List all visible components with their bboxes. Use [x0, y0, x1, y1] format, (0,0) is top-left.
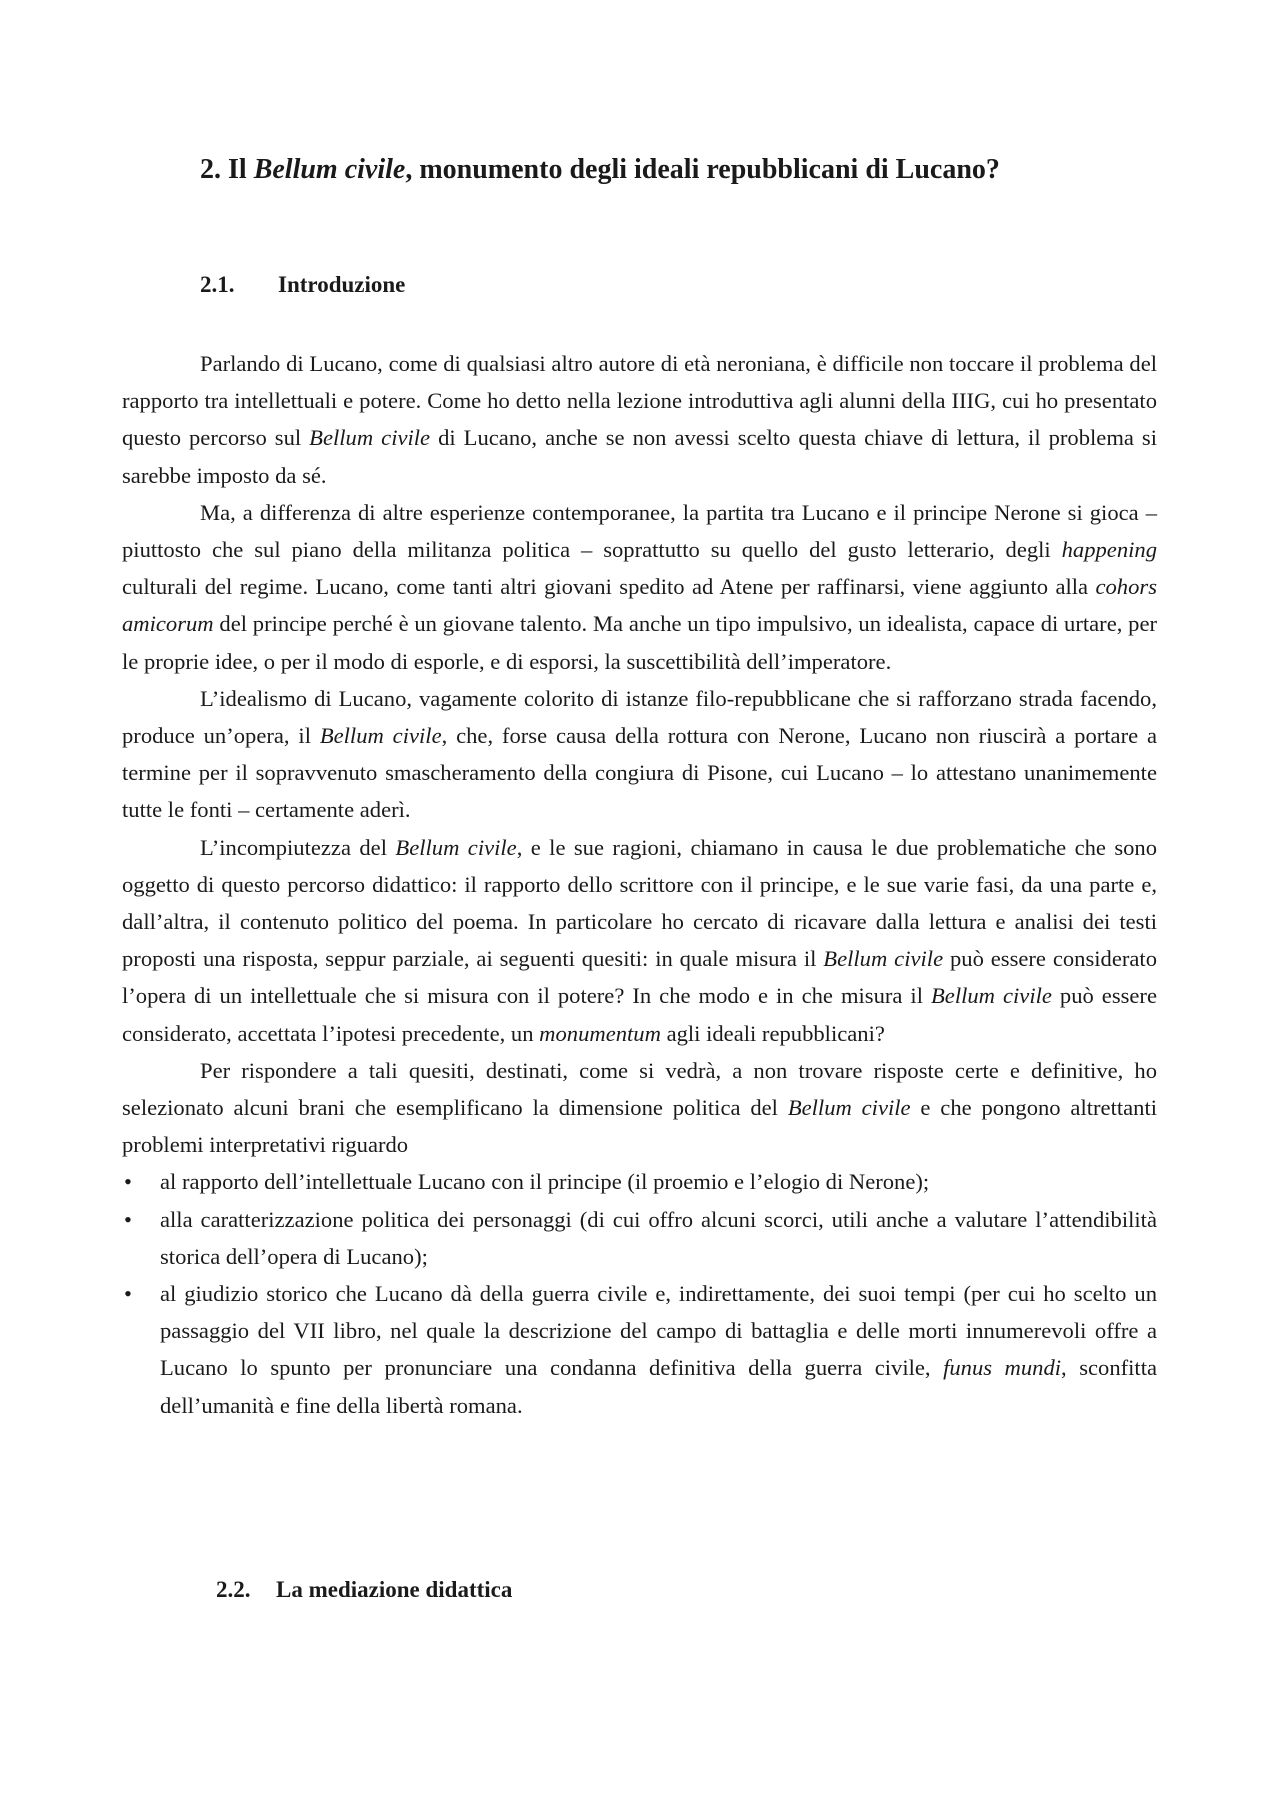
text-run: Parlando di Lucano, come di qualsiasi altro autore di età neroniana, è difficile non toccare il problema del rapporto tra intellettuali e potere. Come ho detto nella lezione introduttiva agli alunni della IIIG, cui ho presentato questo percorso sul	[122, 351, 1157, 451]
paragraph	[122, 829, 1157, 1052]
list-item	[122, 1275, 1157, 1424]
section-number: 2.1.	[200, 272, 235, 297]
paragraph	[122, 680, 1157, 829]
italic-run: Bellum civile	[395, 834, 517, 860]
italic-run: Bellum civile	[309, 425, 431, 451]
italic-run: monumentum	[539, 1020, 661, 1046]
section-number: 2.2.	[216, 1577, 251, 1602]
text-run: del principe perché è un giovane talento. Ma anche un tipo impulsivo, un idealista, capace di urtare, per le proprie idee, o per il modo di esporle, e di esporsi, la suscettibilità dell’imperatore.	[122, 611, 1157, 674]
title-italic: Bellum civile	[253, 154, 406, 185]
italic-run: happening	[1061, 537, 1157, 563]
title-prefix: 2. Il	[200, 154, 254, 185]
bullet-list	[122, 1163, 1157, 1423]
list-item	[122, 1163, 1157, 1200]
text-run: , e le sue ragioni, chiamano in causa le due problematiche che sono oggetto di questo percorso didattico: il rapporto dello scrittore con il principe, e le sue varie fasi, da una parte e, dall’altra, il contenuto politico del poema. In particolare ho cercato di ricavare dalla lettura e analisi dei testi proposti una risposta, seppur parziale, ai seguenti quesiti: in quale misura il	[122, 834, 1157, 972]
paragraph	[122, 494, 1157, 680]
list-item	[122, 1201, 1157, 1275]
section-heading-introduzione	[200, 269, 405, 301]
text-run: può essere considerato l’opera di un intellettuale che si misura con il potere? In che modo e in che misura il	[122, 946, 1157, 1009]
text-run: al giudizio storico che Lucano dà della guerra civile e, indirettamente, dei suoi tempi (per cui ho scelto un passaggio del VII libro, nel quale la descrizione del campo di battaglia e delle morti innumerevoli offre a Lucano lo spunto per pronunciare una condanna definitiva della guerra civile,	[160, 1281, 1157, 1381]
text-run: Per rispondere a tali quesiti, destinati, come si vedrà, a non trovare risposte certe e definitive, ho selezionato alcuni brani che esemplificano la dimensione politica del	[122, 1057, 1157, 1121]
text-run: di Lucano, anche se non avessi scelto questa chiave di lettura, il problema si sarebbe imposto da sé.	[122, 425, 1157, 488]
title-suffix: , monumento degli ideali repubblicani di Lucano?	[405, 154, 1000, 185]
section-title: Introduzione	[278, 272, 406, 297]
text-run: e che pongono altrettanti problemi interpretativi riguardo	[122, 1095, 1157, 1158]
text-run: Ma, a differenza di altre esperienze contemporanee, la partita tra Lucano e il principe Nerone si gioca – piuttosto che sul piano della militanza politica – soprattutto su quello del gusto letterario, degli	[122, 499, 1157, 563]
italic-run: funus mundi	[943, 1355, 1062, 1381]
paragraph	[122, 345, 1157, 494]
italic-run: Bellum civile	[319, 723, 442, 749]
italic-run: Bellum civile	[787, 1095, 911, 1121]
bullet-icon: •	[124, 1206, 132, 1232]
section-heading-mediazione-didattica	[216, 1574, 512, 1606]
text-run: , che, forse causa della rottura con Nerone, Lucano non riuscirà a portare a termine per il sopravvenuto smascheramento della congiura di Pisone, cui Lucano – lo attestano unanimemente tutte le fonti – certamente aderì.	[122, 723, 1158, 823]
text-run: al rapporto dell’intellettuale Lucano con il principe (il proemio e l’elogio di Nerone);	[160, 1169, 930, 1195]
text-run: , sconfitta dell’umanità e fine della libertà romana.	[160, 1355, 1157, 1418]
italic-run: Bellum civile	[823, 946, 944, 972]
bullet-icon: •	[124, 1169, 132, 1195]
text-run: agli ideali repubblicani?	[660, 1020, 885, 1046]
text-run: culturali del regime. Lucano, come tanti altri giovani spedito ad Atene per raffinarsi, viene aggiunto alla	[122, 574, 1096, 600]
text-run: alla caratterizzazione politica dei personaggi (di cui offro alcuni scorci, utili anche a valutare l’attendibilità storica dell’opera di Lucano);	[160, 1206, 1157, 1269]
text-run: L’incompiutezza del	[200, 834, 396, 860]
paragraph	[122, 1052, 1157, 1164]
italic-run: Bellum civile	[930, 983, 1052, 1009]
text-run: può essere considerato, accettata l’ipotesi precedente, un	[122, 983, 1157, 1046]
chapter-title	[200, 150, 1160, 190]
section-title: La mediazione didattica	[276, 1577, 513, 1602]
body-text	[122, 345, 1157, 1424]
bullet-icon: •	[124, 1281, 132, 1307]
italic-run: cohors amicorum	[122, 574, 1157, 637]
text-run: L’idealismo di Lucano, vagamente colorito di istanze filo-repubblicane che si rafforzano strada facendo, produce un’opera, il	[122, 685, 1157, 749]
